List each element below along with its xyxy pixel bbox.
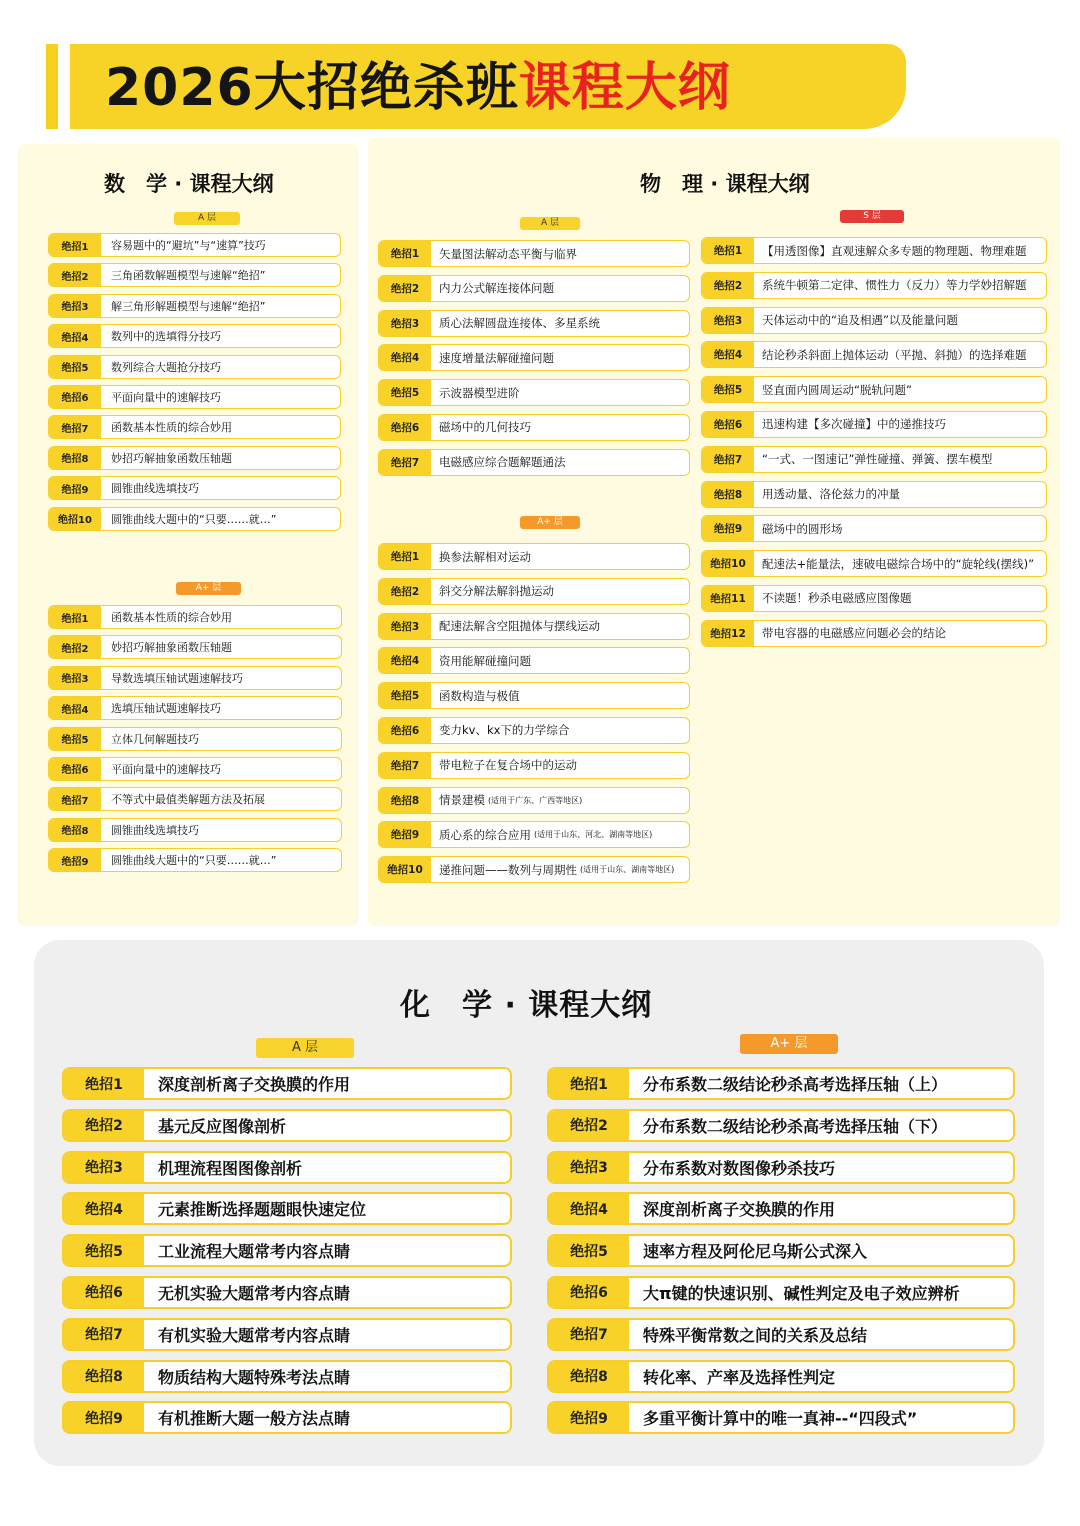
list-item	[378, 682, 690, 709]
list-item	[62, 1276, 512, 1309]
item-text-wrap	[431, 311, 689, 336]
list-item	[48, 727, 342, 751]
list-item	[48, 696, 342, 720]
item-text-wrap	[431, 380, 689, 405]
item-number: 绝招6	[379, 718, 431, 743]
item-text-wrap	[431, 683, 689, 708]
chemistry-a-list	[62, 1067, 512, 1443]
item-text: 速率方程及阿伦尼乌斯公式深入	[643, 1242, 868, 1262]
list-item	[378, 647, 690, 674]
page-title	[105, 56, 731, 120]
item-text-wrap	[144, 1153, 510, 1182]
item-text: 分布系数对数图像秒杀技巧	[643, 1158, 836, 1178]
item-text-wrap	[101, 606, 341, 628]
item-text: 换参法解相对运动	[439, 549, 531, 564]
item-text-wrap	[431, 276, 689, 301]
item-number: 绝招3	[64, 1153, 144, 1182]
item-text-wrap	[629, 1111, 1013, 1140]
item-text-wrap	[629, 1236, 1013, 1265]
list-item	[701, 411, 1047, 438]
item-text: 无机实验大题常考内容点睛	[158, 1283, 351, 1303]
item-text-wrap	[431, 788, 689, 813]
item-number: 绝招5	[549, 1236, 629, 1265]
list-item	[48, 787, 342, 811]
item-number: 绝招3	[49, 667, 101, 689]
item-text: 内力公式解连接体问题	[439, 281, 554, 296]
item-number: 绝招1	[702, 238, 754, 263]
item-text: 平面向量中的速解技巧	[111, 390, 221, 404]
list-item	[62, 1109, 512, 1142]
item-number: 绝招1	[379, 544, 431, 569]
list-item	[378, 449, 690, 476]
chemistry-tier-a-badge: A 层	[256, 1038, 354, 1058]
item-text-wrap	[629, 1362, 1013, 1391]
item-text: 示波器模型进阶	[439, 385, 520, 400]
item-number: 绝招1	[549, 1069, 629, 1098]
item-number: 绝招8	[64, 1362, 144, 1391]
item-text-wrap	[144, 1403, 510, 1432]
chemistry-ap-list	[547, 1067, 1015, 1443]
item-text-wrap	[101, 386, 340, 408]
item-text-wrap	[431, 857, 689, 882]
item-number: 绝招8	[379, 788, 431, 813]
list-item	[62, 1360, 512, 1393]
item-text-wrap	[629, 1278, 1013, 1307]
item-number: 绝招11	[702, 586, 754, 611]
list-item	[701, 237, 1047, 264]
item-number: 绝招1	[64, 1069, 144, 1098]
item-text-wrap	[101, 356, 340, 378]
item-note: (适用于广东、广西等地区)	[488, 795, 583, 805]
item-number: 绝招7	[49, 788, 101, 810]
list-item	[547, 1192, 1015, 1225]
item-text: 电磁感应综合题解题通法	[439, 455, 566, 470]
item-text-wrap	[101, 508, 340, 530]
list-item	[378, 275, 690, 302]
item-text-wrap	[754, 273, 1046, 298]
item-text-wrap	[754, 377, 1046, 402]
item-text: 函数构造与极值	[439, 688, 520, 703]
list-item	[547, 1234, 1015, 1267]
item-text: 函数基本性质的综合妙用	[111, 611, 232, 624]
chemistry-section-title: 化 学 · 课程大纲	[400, 988, 653, 1023]
item-number: 绝招4	[702, 342, 754, 367]
physics-ap-list	[378, 543, 690, 891]
list-item	[48, 233, 341, 257]
item-number: 绝招1	[49, 606, 101, 628]
item-note: (适用于山东、湖南等地区)	[580, 865, 675, 875]
item-text-wrap	[101, 819, 341, 841]
item-text: 机理流程图图像剖析	[158, 1158, 303, 1178]
list-item	[378, 240, 690, 267]
list-item	[547, 1067, 1015, 1100]
item-text-wrap	[144, 1194, 510, 1223]
item-text: 数列综合大题抢分技巧	[111, 360, 221, 374]
item-text-wrap	[431, 241, 689, 266]
list-item	[701, 307, 1047, 334]
item-text: 天体运动中的“追及相遇”以及能量问题	[762, 313, 958, 328]
item-number: 绝招3	[379, 614, 431, 639]
item-number: 绝招6	[49, 386, 101, 408]
item-number: 绝招4	[549, 1194, 629, 1223]
item-text-wrap	[754, 482, 1046, 507]
item-text-wrap	[144, 1278, 510, 1307]
item-text-wrap	[629, 1403, 1013, 1432]
list-item	[48, 355, 341, 379]
item-text: 导数选填压轴试题速解技巧	[111, 671, 243, 685]
item-number: 绝招7	[64, 1320, 144, 1349]
item-number: 绝招9	[379, 822, 431, 847]
list-item	[48, 848, 342, 872]
list-item	[62, 1234, 512, 1267]
item-number: 绝招4	[379, 648, 431, 673]
item-text: 函数基本性质的综合妙用	[111, 421, 232, 435]
list-item	[62, 1401, 512, 1434]
item-text: 磁场中的圆形场	[762, 521, 843, 536]
item-text-wrap	[431, 415, 689, 440]
list-item	[701, 272, 1047, 299]
item-number: 绝招2	[702, 273, 754, 298]
physics-tier-a-badge: A 层	[520, 217, 580, 230]
item-number: 绝招2	[379, 276, 431, 301]
item-text: 斜交分解法解斜抛运动	[439, 584, 554, 599]
list-item	[48, 666, 342, 690]
physics-s-list	[701, 237, 1047, 655]
list-item	[547, 1151, 1015, 1184]
list-item	[701, 585, 1047, 612]
item-text-wrap	[101, 788, 341, 810]
item-text-wrap	[101, 667, 341, 689]
item-number: 绝招5	[702, 377, 754, 402]
item-text-wrap	[101, 325, 340, 347]
math-a-list	[48, 233, 341, 537]
item-text: 多重平衡计算中的唯一真神--“四段式”	[643, 1409, 918, 1429]
list-item	[48, 294, 341, 318]
item-number: 绝招4	[49, 697, 101, 719]
list-item	[547, 1401, 1015, 1434]
item-text-wrap	[629, 1153, 1013, 1182]
item-text: 带电容器的电磁感应问题必会的结论	[762, 626, 946, 641]
item-text: 特殊平衡常数之间的关系及总结	[643, 1325, 868, 1345]
list-item	[48, 263, 341, 287]
item-text: 情景建模	[439, 793, 485, 808]
item-text-wrap	[101, 697, 341, 719]
item-text: 系统牛顿第二定律、惯性力（反力）等力学妙招解题	[762, 278, 1027, 293]
item-text: 有机推断大题一般方法点睛	[158, 1409, 351, 1429]
item-text-wrap	[431, 753, 689, 778]
math-section-title: 数 学 · 课程大纲	[104, 172, 274, 196]
item-text: 妙招巧解抽象函数压轴题	[111, 451, 232, 465]
item-number: 绝招7	[702, 447, 754, 472]
list-item	[48, 635, 342, 659]
item-number: 绝招4	[379, 345, 431, 370]
physics-tier-s-badge: S 层	[840, 210, 904, 223]
list-item	[701, 620, 1047, 647]
item-text-wrap	[754, 308, 1046, 333]
item-text: 质心法解圆盘连接体、多星系统	[439, 316, 600, 331]
item-text-wrap	[754, 447, 1046, 472]
item-text-wrap	[101, 416, 340, 438]
item-text-wrap	[101, 447, 340, 469]
item-text-wrap	[431, 450, 689, 475]
item-text: 质心系的综合应用	[439, 827, 531, 842]
list-item	[48, 507, 341, 531]
item-text: 容易题中的“避坑”与“速算”技巧	[111, 239, 266, 252]
item-text: 转化率、产率及选择性判定	[643, 1367, 836, 1387]
item-text-wrap	[431, 345, 689, 370]
list-item	[62, 1067, 512, 1100]
item-text: 圆锥曲线选填技巧	[111, 482, 199, 496]
list-item	[48, 324, 341, 348]
item-text-wrap	[431, 822, 689, 847]
item-text: 分布系数二级结论秒杀高考选择压轴（下）	[643, 1116, 948, 1136]
item-number: 绝招5	[49, 728, 101, 750]
item-text: 【用透图像】直观速解众多专题的物理题、物理难题	[762, 243, 1027, 258]
math-tier-ap-badge: A+ 层	[176, 582, 241, 595]
item-text: 递推问题——数列与周期性	[439, 862, 577, 877]
item-text: 圆锥曲线选填技巧	[111, 823, 199, 837]
math-ap-list	[48, 605, 342, 879]
list-item	[547, 1109, 1015, 1142]
item-text-wrap	[101, 636, 341, 658]
item-text-wrap	[101, 477, 340, 499]
item-number: 绝招7	[549, 1320, 629, 1349]
list-item	[378, 717, 690, 744]
item-text: 解三角形解题模型与速解“绝招”	[111, 299, 266, 313]
item-number: 绝招8	[49, 447, 101, 469]
item-text-wrap	[431, 718, 689, 743]
item-number: 绝招6	[379, 415, 431, 440]
item-number: 绝招5	[379, 683, 431, 708]
list-item	[701, 376, 1047, 403]
item-number: 绝招12	[702, 621, 754, 646]
page-title-part1: 2026大招绝杀班	[105, 58, 519, 118]
item-number: 绝招7	[379, 450, 431, 475]
item-number: 绝招10	[379, 857, 431, 882]
item-number: 绝招2	[64, 1111, 144, 1140]
item-text-wrap	[101, 758, 341, 780]
list-item	[701, 341, 1047, 368]
item-text-wrap	[431, 614, 689, 639]
list-item	[378, 310, 690, 337]
item-text: 分布系数二级结论秒杀高考选择压轴（上）	[643, 1075, 948, 1094]
item-number: 绝招3	[702, 308, 754, 333]
item-text-wrap	[754, 516, 1046, 541]
item-text: 速度增量法解碰撞问题	[439, 350, 554, 365]
list-item	[378, 787, 690, 814]
item-text-wrap	[101, 849, 341, 871]
item-text: 平面向量中的速解技巧	[111, 762, 221, 776]
item-number: 绝招8	[49, 819, 101, 841]
list-item	[378, 379, 690, 406]
item-text: 变力kv、kx下的力学综合	[439, 723, 570, 738]
item-number: 绝招2	[549, 1111, 629, 1140]
item-number: 绝招2	[49, 636, 101, 658]
list-item	[48, 818, 342, 842]
item-text: 三角函数解题模型与速解“绝招”	[111, 269, 266, 283]
item-number: 绝招9	[702, 516, 754, 541]
list-item	[378, 613, 690, 640]
list-item	[378, 543, 690, 570]
item-number: 绝招5	[49, 356, 101, 378]
item-number: 绝招9	[49, 849, 101, 871]
item-text-wrap	[629, 1320, 1013, 1349]
item-text-wrap	[101, 728, 341, 750]
item-number: 绝招5	[379, 380, 431, 405]
item-text-wrap	[754, 238, 1046, 263]
item-text-wrap	[431, 648, 689, 673]
list-item	[48, 446, 341, 470]
item-text: 矢量图法解动态平衡与临界	[439, 246, 577, 261]
item-text: 磁场中的几何技巧	[439, 420, 531, 435]
item-text: 配速法+能量法，速破电磁综合场中的“旋轮线(摆线)”	[762, 556, 1035, 571]
item-number: 绝招1	[49, 234, 101, 256]
list-item	[378, 344, 690, 371]
item-text-wrap	[101, 234, 340, 256]
header-accent-bar	[46, 44, 58, 129]
item-text-wrap	[754, 621, 1046, 646]
chemistry-tier-ap-badge: A+ 层	[740, 1034, 838, 1054]
item-text-wrap	[754, 412, 1046, 437]
item-number: 绝招7	[49, 416, 101, 438]
item-number: 绝招8	[702, 482, 754, 507]
list-item	[701, 481, 1047, 508]
item-text: 元素推断选择题题眼快速定位	[158, 1200, 367, 1220]
item-text: 不等式中最值类解题方法及拓展	[111, 793, 265, 807]
list-item	[701, 446, 1047, 473]
item-number: 绝招3	[549, 1153, 629, 1182]
item-number: 绝招6	[64, 1278, 144, 1307]
item-text-wrap	[144, 1362, 510, 1391]
list-item	[62, 1192, 512, 1225]
item-text-wrap	[431, 544, 689, 569]
item-number: 绝招4	[64, 1194, 144, 1223]
item-text: 大π键的快速识别、碱性判定及电子效应辨析	[643, 1283, 960, 1303]
item-number: 绝招8	[549, 1362, 629, 1391]
item-text-wrap	[754, 551, 1046, 576]
math-tier-a-badge: A 层	[174, 212, 240, 225]
list-item	[547, 1276, 1015, 1309]
item-number: 绝招1	[379, 241, 431, 266]
item-note: (适用于山东、河北、湖南等地区)	[534, 830, 653, 840]
item-text: 深度剖析离子交换膜的作用	[158, 1075, 351, 1094]
item-number: 绝招7	[379, 753, 431, 778]
list-item	[62, 1318, 512, 1351]
list-item	[48, 415, 341, 439]
item-text: 深度剖析离子交换膜的作用	[643, 1200, 836, 1220]
item-text: 圆锥曲线大题中的“只要……就…”	[111, 854, 277, 868]
item-text: 配速法解含空阻抛体与摆线运动	[439, 619, 600, 634]
item-number: 绝招4	[49, 325, 101, 347]
item-text: 带电粒子在复合场中的运动	[439, 758, 577, 773]
item-text: 资用能解碰撞问题	[439, 653, 531, 668]
list-item	[48, 605, 342, 629]
item-text: 竖直面内圆周运动“脱轨问题”	[762, 382, 912, 397]
item-number: 绝招3	[49, 295, 101, 317]
item-number: 绝招9	[64, 1403, 144, 1432]
item-text: 数列中的选填得分技巧	[111, 330, 221, 344]
item-text: 圆锥曲线大题中的“只要……就…”	[111, 512, 277, 526]
page-title-part2: 课程大纲	[518, 58, 731, 118]
item-text-wrap	[629, 1194, 1013, 1223]
item-number: 绝招9	[549, 1403, 629, 1432]
list-item	[48, 476, 341, 500]
item-text: 物质结构大题特殊考法点睛	[158, 1367, 351, 1387]
list-item	[701, 550, 1047, 577]
list-item	[378, 821, 690, 848]
item-text-wrap	[754, 586, 1046, 611]
item-text-wrap	[144, 1320, 510, 1349]
item-text-wrap	[144, 1236, 510, 1265]
item-number: 绝招6	[549, 1278, 629, 1307]
item-number: 绝招3	[379, 311, 431, 336]
list-item	[62, 1151, 512, 1184]
physics-a-list	[378, 240, 690, 484]
item-number: 绝招5	[64, 1236, 144, 1265]
item-text: 不读题！秒杀电磁感应图像题	[762, 591, 912, 606]
item-text-wrap	[431, 579, 689, 604]
item-text: 妙招巧解抽象函数压轴题	[111, 641, 232, 655]
item-text: 迅速构建【多次碰撞】中的递推技巧	[762, 417, 946, 432]
item-text: 基元反应图像剖析	[158, 1116, 287, 1136]
physics-section-title: 物 理 · 课程大纲	[640, 172, 810, 196]
list-item	[378, 414, 690, 441]
item-text: “一式、一图速记”弹性碰撞、弹簧、摆车模型	[762, 452, 993, 467]
item-text-wrap	[101, 264, 340, 286]
item-number: 绝招6	[702, 412, 754, 437]
item-number: 绝招2	[379, 579, 431, 604]
item-text: 有机实验大题常考内容点睛	[158, 1325, 351, 1345]
item-text: 选填压轴试题速解技巧	[111, 702, 221, 716]
list-item	[378, 856, 690, 883]
item-number: 绝招6	[49, 758, 101, 780]
list-item	[547, 1360, 1015, 1393]
item-text-wrap	[101, 295, 340, 317]
item-text: 结论秒杀斜面上抛体运动（平抛、斜抛）的选择难题	[762, 347, 1027, 362]
item-text: 工业流程大题常考内容点睛	[158, 1242, 351, 1262]
list-item	[701, 515, 1047, 542]
list-item	[378, 752, 690, 779]
item-text-wrap	[144, 1069, 510, 1098]
list-item	[48, 385, 341, 409]
list-item	[48, 757, 342, 781]
item-number: 绝招2	[49, 264, 101, 286]
item-text: 立体几何解题技巧	[111, 732, 199, 746]
item-number: 绝招9	[49, 477, 101, 499]
item-text-wrap	[754, 342, 1046, 367]
item-text-wrap	[144, 1111, 510, 1140]
item-text-wrap	[629, 1069, 1013, 1098]
list-item	[547, 1318, 1015, 1351]
item-number: 绝招10	[702, 551, 754, 576]
list-item	[378, 578, 690, 605]
physics-tier-ap-badge: A+ 层	[520, 516, 580, 529]
item-text: 用透动量、洛伦兹力的冲量	[762, 487, 900, 502]
item-number: 绝招10	[49, 508, 101, 530]
